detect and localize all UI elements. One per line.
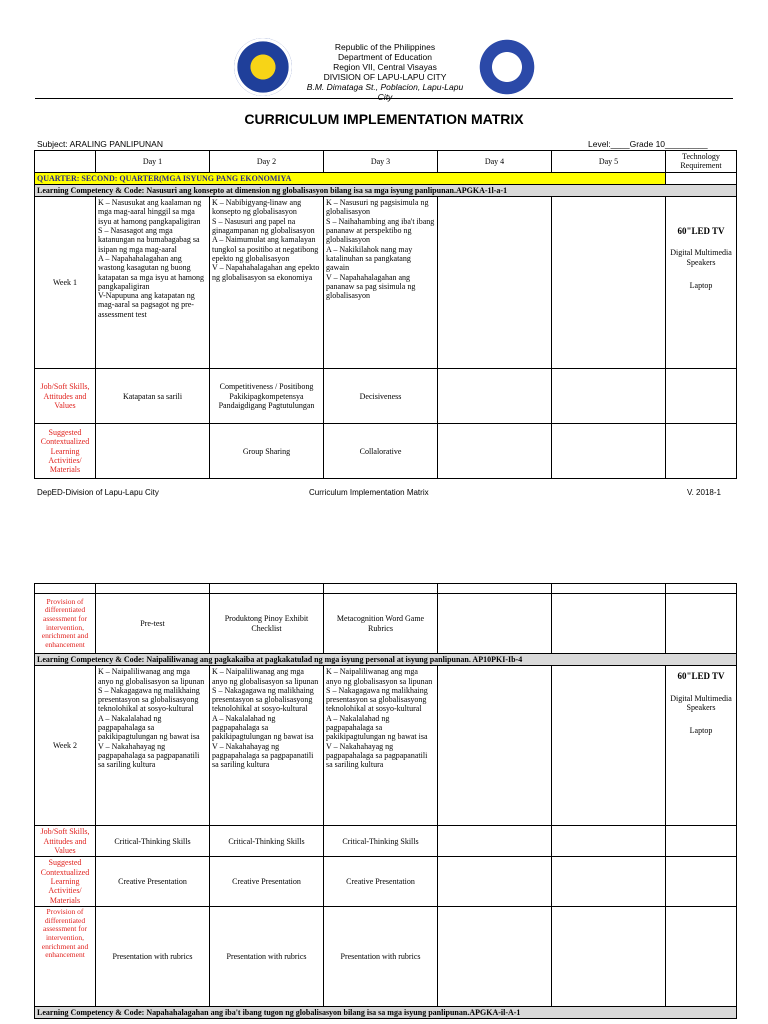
address-line: B.M. Dimataga St., Poblacion, Lapu-Lapu City — [306, 82, 464, 102]
activities-label: Suggested Contextualized Learning Activities/ Materials — [35, 424, 96, 479]
provision1-day4 — [438, 594, 552, 654]
provision2-day1: Presentation with rubrics — [96, 907, 210, 1007]
week1-day2-objectives: K – Nabibigyang-linaw ang konsepto ng globalisasyon S – Nasusuri ang papel na ginagampanan ng globalisasyon A – Naimumulat ang kamalayan tungkol sa positibo at negatibong epekto ng globalisasyon V – Napahahalagahan ang epekto ng globalisasyon sa ekonomiya — [210, 197, 324, 369]
provision1-day5 — [552, 594, 666, 654]
provision1-day1: Pre-test — [96, 594, 210, 654]
week1-activity-tech — [666, 424, 737, 479]
tech-speakers-2: Digital Multimedia Speakers — [670, 693, 732, 712]
week2-activity-day2: Creative Presentation — [210, 857, 324, 907]
provision1-day2: Produktong Pinoy Exhibit Checklist — [210, 594, 324, 654]
header-divider — [35, 98, 733, 99]
week2-skill-day1: Critical-Thinking Skills — [96, 826, 210, 857]
provision1-tech — [666, 594, 737, 654]
footer-left: DepED-Division of Lapu-Lapu City — [37, 488, 159, 497]
tech-led-tv-2: 60"LED TV — [677, 671, 725, 682]
week2-day3-objectives: K – Naipaliliwanag ang mga anyo ng globalisasyon sa lipunan S – Nakagagawa ng malikhaing presentasyon sa globalisasyong teknolohikal at sosyo-kultural A – Nakalalahad ng pagpapahalaga sa pakikipagtulungan ng bawat isa V – Nakahahayag ng pagpapahalaga sa pagpapanatili sa sariling kultura — [324, 666, 438, 826]
quarter-label: QUARTER: SECOND: QUARTER(MGA ISYUNG PANG EKONOMIYA — [35, 172, 666, 184]
week2-day5-cell — [552, 666, 666, 826]
week2-skill-tech — [666, 826, 737, 857]
footer-center: Curriculum Implementation Matrix — [309, 488, 429, 497]
week1-activity-day5 — [552, 424, 666, 479]
week1-tech-cell — [666, 197, 737, 369]
provision2-tech — [666, 907, 737, 1007]
week2-activity-day3: Creative Presentation — [324, 857, 438, 907]
week1-skill-day1: Katapatan sa sarili — [96, 369, 210, 424]
col-day2: Day 2 — [210, 151, 324, 173]
department-line: Department of Education — [337, 52, 433, 62]
footer-right: V. 2018-1 — [687, 488, 721, 497]
week2-activity-day4 — [438, 857, 552, 907]
col-day4: Day 4 — [438, 151, 552, 173]
week2-tech-cell — [666, 666, 737, 826]
provision2-day4 — [438, 907, 552, 1007]
week1-activities-row — [35, 424, 737, 479]
provision-label-1: Provision of differentiated assessment for intervention, enrichment and enhancement — [35, 594, 96, 654]
week1-activity-day4 — [438, 424, 552, 479]
col-day3: Day 3 — [324, 151, 438, 173]
week2-activities-row — [35, 857, 737, 907]
week2-skill-day2: Critical-Thinking Skills — [210, 826, 324, 857]
division-line: DIVISION OF LAPU-LAPU CITY — [323, 72, 447, 82]
week2-row — [35, 666, 737, 826]
provision-row-2 — [35, 907, 737, 1007]
provision2-day2: Presentation with rubrics — [210, 907, 324, 1007]
week2-day2-objectives: K – Naipaliliwanag ang mga anyo ng globalisasyon sa lipunan S – Nakagagawa ng malikhaing presentasyon sa globalisasyong teknolohikal at sosyo-kultural A – Nakalalahad ng pagpapahalaga sa pakikipagtulungan ng bawat isa V – Nakahahayag ng pagpapahalaga sa pagpapanatili sa sariling kultura — [210, 666, 324, 826]
letterhead-text — [300, 42, 470, 102]
week1-activity-day3: Collalorative — [324, 424, 438, 479]
week2-skill-day3: Critical-Thinking Skills — [324, 826, 438, 857]
competency-row-3 — [35, 1007, 737, 1019]
subject-label: Subject: ARALING PANLIPUNAN — [37, 139, 163, 149]
region-line: Region VII, Central Visayas — [333, 62, 437, 72]
week1-skill-tech — [666, 369, 737, 424]
activities-label-2: Suggested Contextualized Learning Activities/ Materials — [35, 857, 96, 907]
week1-skill-day3: Decisiveness — [324, 369, 438, 424]
provision2-day3: Presentation with rubrics — [324, 907, 438, 1007]
week1-skills-row — [35, 369, 737, 424]
column-header-row — [35, 151, 737, 173]
week2-activity-day5 — [552, 857, 666, 907]
week1-day5-cell — [552, 197, 666, 369]
competency-row-2 — [35, 654, 737, 666]
spacer-row — [35, 584, 737, 594]
quarter-row — [35, 172, 737, 184]
matrix-table-1 — [34, 150, 737, 479]
week2-label: Week 2 — [35, 666, 96, 826]
tech-laptop: Laptop — [689, 281, 713, 291]
skills-label: Job/Soft Skills, Attitudes and Values — [35, 369, 96, 424]
week2-day4-cell — [438, 666, 552, 826]
week2-activity-day1: Creative Presentation — [96, 857, 210, 907]
division-seal-icon — [234, 38, 292, 96]
level-label: Level:____Grade 10_________ — [588, 139, 708, 149]
competency-label-1: Learning Competency & Code: Nasusuri ang konsepto at dimension ng globalisasyon bilang isa sa mga isyung panlipunan.APGKA-1l-a-1 — [35, 184, 737, 196]
week2-day1-objectives: K – Naipaliliwanag ang mga anyo ng globalisasyon sa lipunan S – Nakagagawa ng malikhaing presentasyon sa globalisasyong teknolohikal at sosyo-kultural A – Nakalalahad ng pagpapahalaga sa pakikipagtulungan ng bawat isa V – Nakahahayag ng pagpapahalaga sa pagpapanatili sa sariling kultura — [96, 666, 210, 826]
week2-skills-row — [35, 826, 737, 857]
skills-label-2: Job/Soft Skills, Attitudes and Values — [35, 826, 96, 857]
week1-activity-day1 — [96, 424, 210, 479]
provision2-day5 — [552, 907, 666, 1007]
col-tech: Technology Requirement — [666, 151, 737, 173]
competency-label-2: Learning Competency & Code: Naipaliliwanag ang pagkakaiba at pagkakatulad ng mga isyung personal at isyung panlipunan. AP10PKI-Ib-4 — [35, 654, 737, 666]
competency-label-3: Learning Competency & Code: Napahahalagahan ang iba't ibang tugon ng globalisasyon bilang isa sa mga isyung panlipunan.APGKA-il-A-1 — [35, 1007, 737, 1019]
tech-led-tv: 60"LED TV — [677, 226, 725, 237]
week1-activity-day2: Group Sharing — [210, 424, 324, 479]
provision1-day3: Metacognition Word Game Rubrics — [324, 594, 438, 654]
week1-day3-objectives: K – Nasusuri ng pagsisimula ng globalisasyon S – Naihahambing ang iba't ibang pananaw at perspektibo ng globalisasyon A – Nakikilahok nang may katalinuhan sa pangkatang gawain V – Napahahalagahan ang pananaw sa pag sisimula ng globalisasyon — [324, 197, 438, 369]
week2-skill-day4 — [438, 826, 552, 857]
page-title: CURRICULUM IMPLEMENTATION MATRIX — [244, 111, 524, 127]
header-blank-cell — [35, 151, 96, 173]
republic-line: Republic of the Philippines — [334, 42, 436, 52]
week1-label: Week 1 — [35, 197, 96, 369]
tech-speakers: Digital Multimedia Speakers — [670, 248, 732, 267]
week1-skill-day4 — [438, 369, 552, 424]
week1-day4-cell — [438, 197, 552, 369]
provision-label-2: Provision of differentiated assessment for intervention, enrichment and enhancement — [35, 907, 96, 1007]
week1-day1-objectives: K – Nasusukat ang kaalaman ng mga mag-aaral hinggil sa mga isyu at hamong pangkapaligiran S – Nasasagot ang mga katanungan na bumabagabag sa isipan ng mga mag-aaral A – Napahahalagahan ang wastong kasagutan ng buong katapatan sa mga isyu at hamong pangkapaligiran V-Napupuna ang katapatan ng mag-aaral sa pagsagot ng pre- assessment test — [96, 197, 210, 369]
matrix-table-2 — [34, 583, 737, 1019]
week2-activity-tech — [666, 857, 737, 907]
week2-skill-day5 — [552, 826, 666, 857]
col-day5: Day 5 — [552, 151, 666, 173]
week1-skill-day2: Competitiveness / Positibong Pakikipagkompetensya Pandaigdigang Pagtutulungan — [210, 369, 324, 424]
competency-row-1 — [35, 184, 737, 196]
letterhead — [0, 38, 768, 102]
deped-seal-icon — [478, 38, 536, 96]
quarter-blank-cell — [666, 172, 737, 184]
week1-row — [35, 197, 737, 369]
col-day1: Day 1 — [96, 151, 210, 173]
provision-row-1 — [35, 594, 737, 654]
tech-laptop-2: Laptop — [689, 726, 713, 736]
week1-skill-day5 — [552, 369, 666, 424]
